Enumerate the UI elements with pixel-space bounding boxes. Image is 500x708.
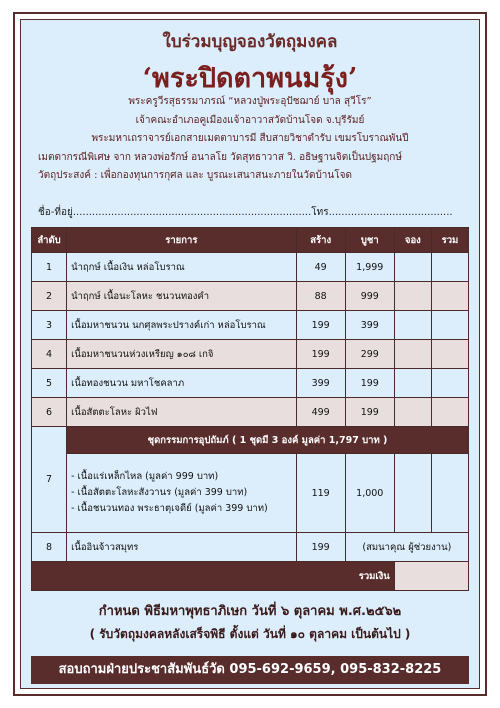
set-item: - เนื้อชนวนทอง พระธาตุเจดีย์ (มูลค่า 399 บาท): [71, 503, 268, 514]
row-price: 399: [345, 311, 394, 340]
col-reserve: จอง: [394, 228, 431, 253]
set-item: - เนื้อแร่เหล็กไหล (มูลค่า 999 บาท): [71, 471, 219, 482]
col-no: ลำดับ: [32, 228, 67, 253]
set-qty: 119: [296, 454, 345, 533]
row-item: เนื้ออินจ้าวสมุทร: [67, 533, 297, 562]
total-label: รวมเงิน: [32, 562, 395, 591]
row-item: เนื้อสัตตะโลหะ ผิวไฟ: [67, 398, 297, 427]
row-qty: 499: [296, 398, 345, 427]
col-qty: สร้าง: [296, 228, 345, 253]
total-row: [32, 562, 469, 591]
row-item: นำฤกษ์ เนื้อนะโลหะ ชนวนทองคำ: [67, 282, 297, 311]
row-qty: 199: [296, 533, 345, 562]
col-item: รายการ: [67, 228, 297, 253]
row-reserve-cell[interactable]: [394, 369, 431, 398]
set-header-row: [32, 427, 469, 454]
row-total-cell[interactable]: [431, 311, 468, 340]
row-total-cell[interactable]: [431, 369, 468, 398]
set-item: - เนื้อสัตตะโลหะสังวานร (มูลค่า 399 บาท): [71, 487, 248, 498]
row-no: 8: [32, 533, 67, 562]
row-no: 1: [32, 253, 67, 282]
form-title: ใบร่วมบุญจองวัตถุมงคล: [162, 32, 338, 52]
row-price: 1,999: [345, 253, 394, 282]
row-price: 299: [345, 340, 394, 369]
set-reserve-cell[interactable]: [394, 454, 431, 533]
row-price: 999: [345, 282, 394, 311]
row-no: 6: [32, 398, 67, 427]
row-total-cell[interactable]: [431, 282, 468, 311]
table-row: [32, 282, 469, 311]
set-no: 7: [32, 427, 67, 533]
table-row: [32, 369, 469, 398]
row-total-cell[interactable]: [431, 340, 468, 369]
amulet-name: ‘พระปิดตาพนมรุ้ง’: [142, 63, 358, 94]
set-total-cell[interactable]: [431, 454, 468, 533]
row-item: เนื้อมหาชนวน นกศุลพระปรางค์เก่า หล่อโบราณ: [67, 311, 297, 340]
row-reserve-cell[interactable]: [394, 253, 431, 282]
set-items-row: [32, 454, 469, 533]
table-header: [32, 228, 469, 253]
order-table: [31, 227, 469, 591]
pickup-note: ( รับวัตถุมงคลหลังเสร็จพิธี ตั้งแต่ วันที่ ๑๐ ตุลาคม เป็นต้นไป ): [89, 627, 411, 641]
row-no: 5: [32, 369, 67, 398]
set-heading: ชุดกรรมการอุปถัมภ์ ( 1 ชุดมี 3 องค์ มูลค่า 1,797 บาท ): [67, 427, 469, 454]
table-row: [32, 340, 469, 369]
header-line-1: พระครูวีรสุธรรมาภรณ์ “หลวงปู่พระอุปัชฌาย์ บาล สุวีโร”: [128, 96, 372, 107]
header-line-2: เจ้าคณะอำเภอคูเมืองแจ้าอาวาสวัดบ้านโจด จ.บุรีรัมย์: [135, 115, 365, 126]
table-row: [32, 398, 469, 427]
row-total-cell[interactable]: [431, 398, 468, 427]
row-item: นำฤกษ์ เนื้อเงิน หล่อโบราณ: [67, 253, 297, 282]
row-qty: 88: [296, 282, 345, 311]
header-line-4: เมตตากรณีพิเศษ จาก หลวงพ่อรักษ์ อนาลโย วัดสุทธาวาส วิ. อธิษฐานจิตเป็นปฐมฤกษ์: [38, 152, 402, 163]
col-total: รวม: [431, 228, 468, 253]
row-qty: 199: [296, 340, 345, 369]
header-line-5: วัตถุประสงค์ : เพื่อกองทุนการกุศล และ บูรณะเสนาสนะภายในวัดบ้านโจด: [38, 170, 352, 181]
ceremony-date: กำหนด พิธีมหาพุทธาภิเษก วันที่ ๖ ตุลาคม พ.ศ.๒๕๖๒: [98, 604, 402, 619]
table-row: [32, 533, 469, 562]
row-item: เนื้อมหาชนวนห่วงเหรียญ ๑๐๘ เกจิ: [67, 340, 297, 369]
set-items: [67, 454, 297, 533]
row-reserve-cell[interactable]: [394, 398, 431, 427]
row-qty: 399: [296, 369, 345, 398]
row-no: 4: [32, 340, 67, 369]
set-price: 1,000: [345, 454, 394, 533]
table-row: [32, 253, 469, 282]
header-line-3: พระมหาเถราจารย์เอกสายเมตตาบารมี สืบสายวิชาตำรับ เขมรโบราณพันปี: [91, 133, 409, 144]
table-row: [32, 311, 469, 340]
col-price: บูชา: [345, 228, 394, 253]
row-price: 199: [345, 369, 394, 398]
total-amount-cell[interactable]: [394, 562, 468, 591]
row-qty: 199: [296, 311, 345, 340]
row-no: 2: [32, 282, 67, 311]
row-no: 3: [32, 311, 67, 340]
row-note: (สมนาคุณ ผู้ช่วยงาน): [345, 533, 468, 562]
row-price: 199: [345, 398, 394, 427]
row-reserve-cell[interactable]: [394, 282, 431, 311]
row-item: เนื้อทองชนวน มหาโชคลาภ: [67, 369, 297, 398]
row-reserve-cell[interactable]: [394, 340, 431, 369]
inquiry-bar: สอบถามฝ่ายประชาสัมพันธ์วัด 095-692-9659, 095-832-8225: [31, 656, 469, 684]
row-total-cell[interactable]: [431, 253, 468, 282]
row-reserve-cell[interactable]: [394, 311, 431, 340]
contact-field[interactable]: ชื่อ-ที่อยู่...........................................................................โทร.......................................: [38, 207, 453, 218]
row-qty: 49: [296, 253, 345, 282]
